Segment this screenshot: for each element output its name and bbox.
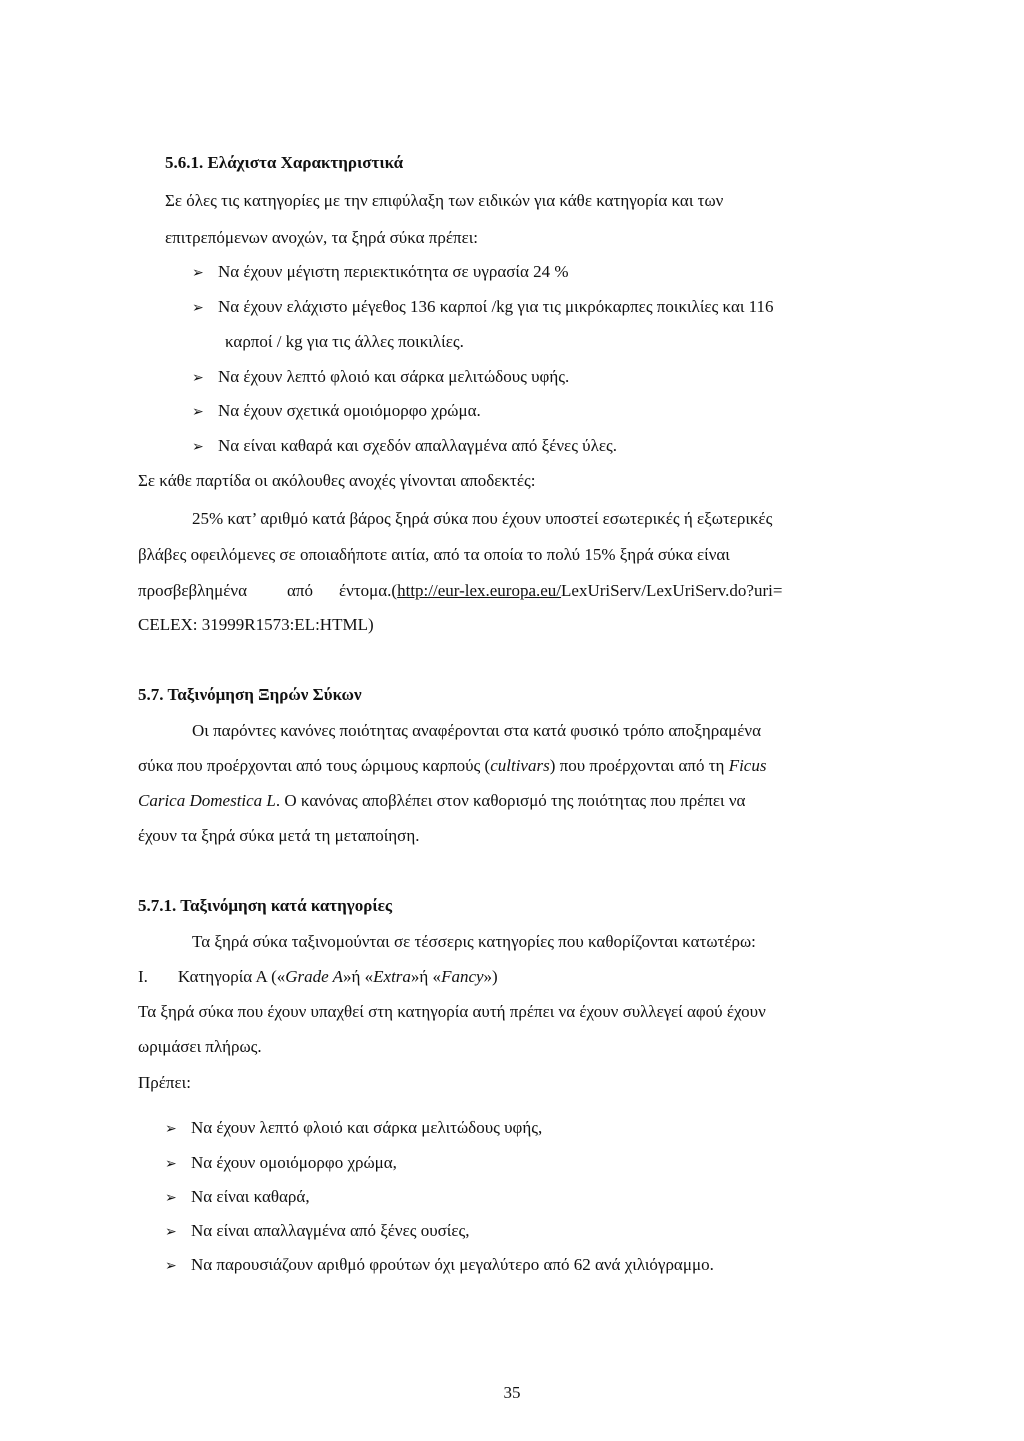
section-57-line-3: Carica Domestica L. Ο κανόνας αποβλέπει στον καθορισμό της ποιότητας που πρέπει να [138, 791, 746, 810]
arrow-bullet-icon: ➢ [192, 439, 204, 455]
section-57-line-1: Οι παρόντες κανόνες ποιότητας αναφέρονται στα κατά φυσικό τρόπο αποξηραμένα [192, 721, 762, 740]
tolerance-line-3: προσβεβλημένα από έντομα.(http://eur-lex.europa.eu/LexUriServ/LexUriServ.do?uri= [138, 581, 783, 600]
arrow-bullet-icon: ➢ [165, 1190, 177, 1206]
arrow-bullet-icon: ➢ [165, 1121, 177, 1137]
section-571-intro: Τα ξηρά σύκα ταξινομούνται σε τέσσερις κατηγορίες που καθορίζονται κατωτέρω: [192, 932, 756, 951]
list-item: ➢ Να έχουν μέγιστη περιεκτικότητα σε υγρασία 24 % [192, 261, 569, 284]
must-label: Πρέπει: [138, 1073, 191, 1092]
section-57-line-2: σύκα που προέρχονται από τους ώριμους καρπούς (cultivars) που προέρχονται από τη Ficus [138, 756, 767, 775]
arrow-bullet-icon: ➢ [192, 370, 204, 386]
arrow-bullet-icon: ➢ [192, 265, 204, 281]
list-item: ➢ Να έχουν λεπτό φλοιό και σάρκα μελιτώδους υφής. [192, 366, 569, 389]
list-item: ➢ Να είναι απαλλαγμένα από ξένες ουσίες, [165, 1220, 470, 1243]
list-item: ➢ Να είναι καθαρά, [165, 1186, 310, 1209]
tolerance-line-1: 25% κατ’ αριθμό κατά βάρος ξηρά σύκα που έχουν υποστεί εσωτερικές ή εξωτερικές [192, 509, 773, 528]
paragraph-line [165, 190, 910, 212]
arrow-bullet-icon: ➢ [192, 300, 204, 316]
list-item: ➢ Να έχουν σχετικά ομοιόμορφο χρώμα. [192, 400, 481, 423]
category-number: I. [138, 967, 148, 986]
arrow-bullet-icon: ➢ [192, 404, 204, 420]
list-item: ➢ Να παρουσιάζουν αριθμό φρούτων όχι μεγαλύτερο από 62 ανά χιλιόγραμμο. [165, 1254, 714, 1277]
intro-line-2: επιτρεπόμενων ανοχών, τα ξηρά σύκα πρέπει: [165, 228, 479, 247]
eur-lex-link[interactable]: http://eur-lex.europa.eu/ [397, 581, 562, 600]
page-number: 35 [503, 1383, 521, 1402]
list-item: ➢ Να έχουν ελάχιστο μέγεθος 136 καρποί /kg για τις μικρόκαρπες ποικιλίες και 116 [192, 296, 774, 319]
section-57-heading: 5.7. Ταξινόμηση Ξηρών Σύκων [138, 685, 362, 704]
intro-line-1: Σε όλες τις κατηγορίες με την επιφύλαξη των ειδικών για κάθε κατηγορία και των [165, 191, 724, 210]
list-item: ➢ Να είναι καθαρά και σχεδόν απαλλαγμένα από ξένες ύλες. [192, 435, 617, 458]
tolerance-intro: Σε κάθε παρτίδα οι ακόλουθες ανοχές γίνονται αποδεκτές: [138, 471, 536, 490]
list-item-continuation: καρποί / kg για τις άλλες ποικιλίες. [225, 332, 464, 351]
tolerance-line-2: βλάβες οφειλόμενες σε οποιαδήποτε αιτία, από τα οποία το πολύ 15% ξηρά σύκα είναι [138, 545, 730, 564]
category-desc-line-1: Τα ξηρά σύκα που έχουν υπαχθεί στη κατηγορία αυτή πρέπει να έχουν συλλεγεί αφού έχουν [138, 1002, 766, 1021]
section-561-heading: 5.6.1. Ελάχιστα Χαρακτηριστικά [165, 153, 404, 172]
list-item: ➢ Να έχουν λεπτό φλοιό και σάρκα μελιτώδους υφής, [165, 1117, 542, 1140]
arrow-bullet-icon: ➢ [165, 1224, 177, 1240]
category-desc-line-2: ωριμάσει πλήρως. [138, 1037, 262, 1056]
list-item: ➢ Να έχουν ομοιόμορφο χρώμα, [165, 1152, 397, 1175]
arrow-bullet-icon: ➢ [165, 1258, 177, 1274]
section-571-heading: 5.7.1. Ταξινόμηση κατά κατηγορίες [138, 896, 393, 915]
arrow-bullet-icon: ➢ [165, 1156, 177, 1172]
category-a-line: I. Κατηγορία Α («Grade A»ή «Extra»ή «Fancy») [138, 967, 498, 986]
tolerance-line-4: CELEX: 31999R1573:EL:HTML) [138, 615, 374, 634]
section-57-line-4: έχουν τα ξηρά σύκα μετά τη μεταποίηση. [138, 826, 420, 845]
